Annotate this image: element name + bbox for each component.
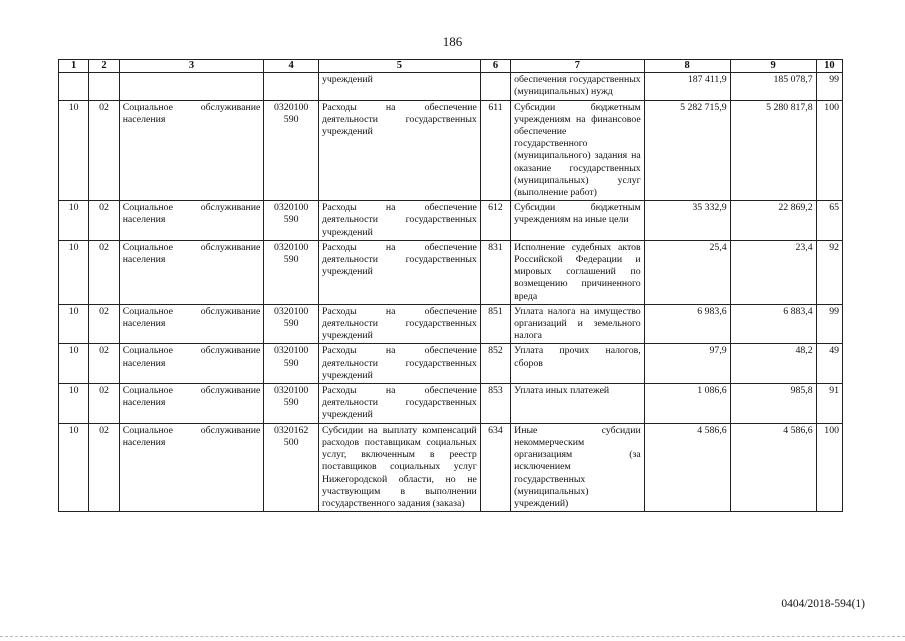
- scan-edge-divider: [0, 636, 905, 641]
- cell-expense-type: 612: [480, 201, 510, 241]
- cell-program-description: Расходы на обеспечение деятельности государственных учреждений: [318, 304, 480, 344]
- cell-percent: 65: [816, 201, 842, 241]
- header-row: [59, 60, 843, 73]
- cell-actual-amount: 985,8: [730, 384, 816, 424]
- table-row: [59, 240, 843, 304]
- cell-program-description: Расходы на обеспечение деятельности государственных учреждений: [318, 100, 480, 201]
- cell-name: Социальное обслуживание населения: [119, 423, 264, 511]
- cell-planned-amount: 187 411,9: [644, 73, 730, 100]
- cell-percent: 99: [816, 304, 842, 344]
- header-col-3: 3: [119, 60, 264, 73]
- cell-program-description: Расходы на обеспечение деятельности государственных учреждений: [318, 240, 480, 304]
- cell-expense-type: 634: [480, 423, 510, 511]
- table-row-continuation: [59, 73, 843, 100]
- cell-program-description: Расходы на обеспечение деятельности государственных учреждений: [318, 384, 480, 424]
- cell-planned-amount: 1 086,6: [644, 384, 730, 424]
- cell-target-article: [264, 73, 319, 100]
- cell-subsection: [89, 73, 119, 100]
- cell-expense-description: Уплата налога на имущество организаций и земельного налога: [511, 304, 645, 344]
- cell-expense-type: 852: [480, 344, 510, 384]
- cell-planned-amount: 5 282 715,9: [644, 100, 730, 201]
- cell-planned-amount: 35 332,9: [644, 201, 730, 241]
- cell-target-article: 0320100 590: [264, 344, 319, 384]
- cell-actual-amount: 4 586,6: [730, 423, 816, 511]
- cell-expense-description: Уплата прочих налогов, сборов: [511, 344, 645, 384]
- cell-target-article: 0320162 500: [264, 423, 319, 511]
- header-col-10: 10: [816, 60, 842, 73]
- cell-section: 10: [59, 384, 89, 424]
- cell-program-description: Расходы на обеспечение деятельности государственных учреждений: [318, 201, 480, 241]
- cell-expense-type: 851: [480, 304, 510, 344]
- cell-section: 10: [59, 201, 89, 241]
- cell-target-article: 0320100 590: [264, 201, 319, 241]
- cell-expense-description: Исполнение судебных актов Российской Федерации и мировых соглашений по возмещению причиненного вреда: [511, 240, 645, 304]
- table-row: [59, 100, 843, 201]
- table-row: [59, 423, 843, 511]
- cell-actual-amount: 5 280 817,8: [730, 100, 816, 201]
- header-col-9: 9: [730, 60, 816, 73]
- table-row: [59, 201, 843, 241]
- cell-section: 10: [59, 423, 89, 511]
- cell-expense-type: 831: [480, 240, 510, 304]
- header-col-1: 1: [59, 60, 89, 73]
- cell-program-description: Расходы на обеспечение деятельности государственных учреждений: [318, 344, 480, 384]
- cell-percent: 92: [816, 240, 842, 304]
- cell-target-article: 0320100 590: [264, 100, 319, 201]
- cell-percent: 91: [816, 384, 842, 424]
- table-row: [59, 384, 843, 424]
- cell-target-article: 0320100 590: [264, 384, 319, 424]
- cell-name: [119, 73, 264, 100]
- cell-subsection: 02: [89, 304, 119, 344]
- cell-percent: 100: [816, 100, 842, 201]
- cell-section: 10: [59, 304, 89, 344]
- cell-actual-amount: 48,2: [730, 344, 816, 384]
- table-row: [59, 304, 843, 344]
- cell-expense-description: обеспечения государственных (муниципальных) нужд: [511, 73, 645, 100]
- cell-planned-amount: 25,4: [644, 240, 730, 304]
- page-number: 186: [442, 34, 463, 49]
- cell-actual-amount: 185 078,7: [730, 73, 816, 100]
- budget-table: [58, 59, 843, 512]
- cell-name: Социальное обслуживание населения: [119, 240, 264, 304]
- cell-section: 10: [59, 344, 89, 384]
- header-col-7: 7: [511, 60, 645, 73]
- cell-actual-amount: 23,4: [730, 240, 816, 304]
- cell-expense-type: [480, 73, 510, 100]
- header-col-4: 4: [264, 60, 319, 73]
- cell-name: Социальное обслуживание населения: [119, 384, 264, 424]
- cell-program-description: учреждений: [318, 73, 480, 100]
- cell-subsection: 02: [89, 384, 119, 424]
- document-code: 0404/2018-594(1): [781, 598, 865, 610]
- cell-target-article: 0320100 590: [264, 240, 319, 304]
- cell-section: 10: [59, 240, 89, 304]
- cell-percent: 100: [816, 423, 842, 511]
- cell-expense-description: Иные субсидии некоммерческим организациям (за исключением государственных (муниципальных) учреждений): [511, 423, 645, 511]
- cell-subsection: 02: [89, 100, 119, 201]
- cell-percent: 99: [816, 73, 842, 100]
- header-col-5: 5: [318, 60, 480, 73]
- cell-expense-description: Субсидии бюджетным учреждениям на финансовое обеспечение государственного (муниципального) задания на оказание государственных (муниципальных) услуг (выполнение работ): [511, 100, 645, 201]
- cell-subsection: 02: [89, 423, 119, 511]
- cell-percent: 49: [816, 344, 842, 384]
- cell-planned-amount: 4 586,6: [644, 423, 730, 511]
- cell-name: Социальное обслуживание населения: [119, 201, 264, 241]
- cell-subsection: 02: [89, 240, 119, 304]
- cell-expense-description: Субсидии бюджетным учреждениям на иные цели: [511, 201, 645, 241]
- cell-subsection: 02: [89, 201, 119, 241]
- cell-section: 10: [59, 100, 89, 201]
- cell-subsection: 02: [89, 344, 119, 384]
- header-col-6: 6: [480, 60, 510, 73]
- cell-expense-type: 853: [480, 384, 510, 424]
- cell-planned-amount: 97,9: [644, 344, 730, 384]
- cell-actual-amount: 22 869,2: [730, 201, 816, 241]
- cell-actual-amount: 6 883,4: [730, 304, 816, 344]
- cell-expense-type: 611: [480, 100, 510, 201]
- cell-expense-description: Уплата иных платежей: [511, 384, 645, 424]
- cell-program-description: Субсидии на выплату компенсаций расходов поставщикам социальных услуг, включенным в реестр поставщиков социальных услуг Нижегородской области, но не участвующим в выполнении государственного задания (заказа): [318, 423, 480, 511]
- cell-name: Социальное обслуживание населения: [119, 304, 264, 344]
- cell-name: Социальное обслуживание населения: [119, 344, 264, 384]
- header-col-2: 2: [89, 60, 119, 73]
- cell-planned-amount: 6 983,6: [644, 304, 730, 344]
- cell-target-article: 0320100 590: [264, 304, 319, 344]
- cell-section: [59, 73, 89, 100]
- header-col-8: 8: [644, 60, 730, 73]
- table-row: [59, 344, 843, 384]
- cell-name: Социальное обслуживание населения: [119, 100, 264, 201]
